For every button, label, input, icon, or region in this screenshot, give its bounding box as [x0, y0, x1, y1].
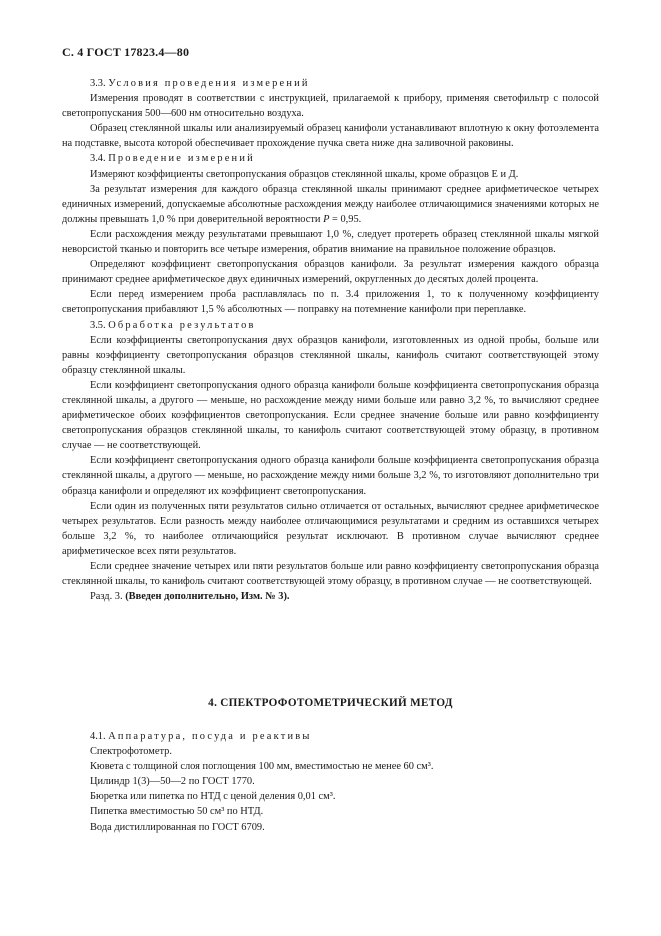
clause-3-3-heading: [62, 76, 599, 91]
clause-3-5-heading: [62, 318, 599, 333]
clause-number: 4.1.: [90, 731, 106, 742]
clause-4-1-heading: [62, 729, 599, 744]
variable-p: Р: [323, 213, 330, 225]
clause-title: Аппаратура, посуда и реактивы: [108, 731, 312, 742]
section-3-body: [62, 76, 599, 604]
paragraph: [62, 182, 599, 227]
clause-number: 3.3.: [90, 78, 106, 89]
list-item: Пипетка вместимостью 50 см³ по НТД.: [90, 806, 264, 818]
clause-3-4-heading: [62, 151, 599, 166]
note-prefix: Разд. 3.: [90, 591, 123, 603]
clause-number: 3.5.: [90, 319, 106, 331]
paragraph: Измерения проводят в соответствии с инструкцией, прилагаемой к прибору, применяя светофильтр с полосой светопропускания 500—600 нм относительно воздуха.: [62, 93, 599, 120]
paragraph: Измеряют коэффициенты светопропускания образцов стеклянной шкалы, кроме образцов Е и Д.: [90, 168, 519, 180]
paragraph-text: За результат измерения для каждого образца стеклянной шкалы принимают среднее арифметическое четырех единичных измерений, допускаемые абсолютные расхождения между наиболее отличающимися значениями которых не должны превышать 1,0 % при доверительной вероятности: [62, 183, 599, 225]
paragraph: Определяют коэффициент светопропускания образцов канифоли. За результат измерения каждого образца принимают среднее арифметическое двух единичных измерений, округленных до десятых долей процента.: [62, 259, 599, 286]
list-item: Бюретка или пипетка по НТД с ценой деления 0,01 см³.: [90, 791, 336, 803]
note-amendment: (Введен дополнительно, Изм. № 3).: [125, 591, 290, 603]
amendment-note: [62, 589, 599, 604]
list-item: Вода дистиллированная по ГОСТ 6709.: [90, 821, 265, 833]
clause-title: Обработка результатов: [108, 319, 256, 331]
list-item: Спектрофотометр.: [90, 746, 172, 758]
clause-title: Проведение измерений: [108, 153, 255, 165]
paragraph: Если один из полученных пяти результатов сильно отличается от остальных, вычисляют среднее арифметическое четырех результатов. Если разность между наиболее отличающимися результатами и средним из оставшихся четырех больше 3,2 %, то наиболее отличающийся результат исключают. В противном случае вычисляют среднее арифметическое всех пяти результатов.: [62, 500, 599, 557]
list-item: Кювета с толщиной слоя поглощения 100 мм, вместимостью не менее 60 см³.: [90, 761, 434, 773]
section-4-title: 4. СПЕКТРОФОТОМЕТРИЧЕСКИЙ МЕТОД: [208, 697, 453, 709]
clause-title: Условия проведения измерений: [108, 78, 310, 89]
paragraph: Если расхождения между результатами превышают 1,0 %, следует протереть образец стеклянной шкалы мягкой неворсистой тканью и повторить все четыре измерения, обратив внимание на правильное положение образцов.: [62, 228, 599, 256]
paragraph-text: = 0,95.: [329, 213, 362, 225]
paragraph: Если коэффициент светопропускания одного образца канифоли больше коэффициента светопропускания образца стеклянной шкалы, а другого — меньше, но расхождение между ними больше 3,2 %, то изготовляют дополнительно три образца канифоли и определяют их коэффициент светопропускания.: [62, 455, 599, 497]
list-item: Цилиндр 1(3)—50—2 по ГОСТ 1770.: [90, 776, 255, 788]
paragraph: Если перед измерением проба расплавлялась по п. 3.4 приложения 1, то к полученному коэффициенту светопропускания прибавляют 1,5 % абсолютных — поправку на потемнение канифоли при переплавке.: [62, 289, 599, 316]
paragraph: Если коэффициенты светопропускания двух образцов канифоли, изготовленных из одной пробы, больше или равны коэффициенту светопропускания образцов стеклянной шкалы, канифоль считают соответствующей этому образцу стеклянной шкалы.: [62, 334, 599, 376]
paragraph: Если среднее значение четырех или пяти результатов больше или равно коэффициенту светопропускания образца стеклянной шкалы, то канифоль считают соответствующей этому образцу, в противном случае — не соответствующей.: [62, 561, 599, 588]
paragraph: Если коэффициент светопропускания одного образца канифоли больше коэффициента светопропускания образца стеклянной шкалы, а другого — меньше, но расхождение между ними больше или равно 3,2 %, то вычисляют среднее арифметическое обоих коэффициентов светопропускания. Если среднее значение больше или равно коэффициенту светопропускания образцов стеклянной шкалы, то канифоль считают соответствующей этому образцу, в противном случае — не соответствующей.: [62, 379, 599, 452]
paragraph: Образец стеклянной шкалы или анализируемый образец канифоли устанавливают вплотную к окну фотоэлемента на подставке, высота которой обеспечивает прохождение пучка света ниже дна заливочной раковины.: [62, 123, 599, 150]
clause-number: 3.4.: [90, 153, 106, 165]
section-4-body: [62, 729, 599, 835]
page-header: С. 4 ГОСТ 17823.4—80: [62, 45, 190, 59]
